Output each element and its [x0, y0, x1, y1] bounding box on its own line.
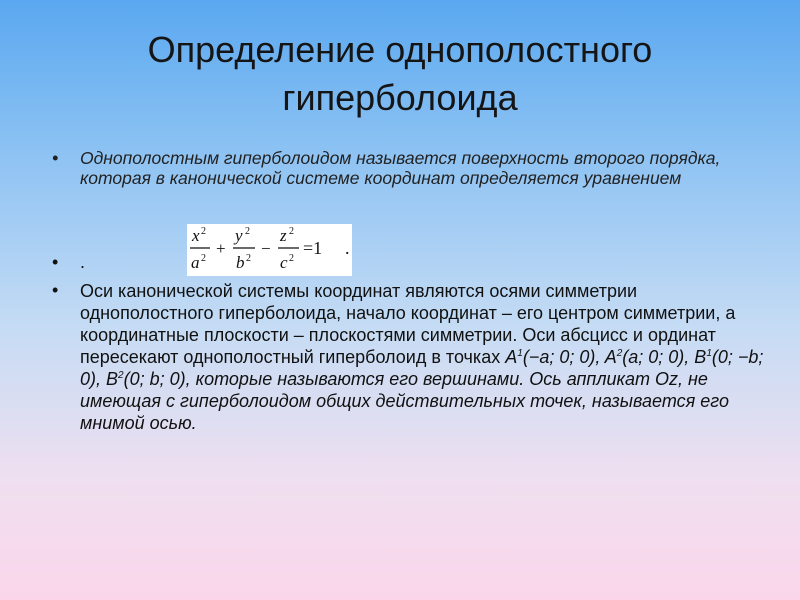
equation-exponent: 2 — [245, 226, 250, 237]
equation-bullet-text: . — [80, 252, 86, 272]
equation-plus: + — [216, 239, 226, 258]
vertex-b1-coords: (0; −b; 0), — [80, 347, 764, 389]
slide-title-line-2: гиперболоида — [282, 77, 518, 118]
equation-exponent: 2 — [201, 253, 206, 264]
equation-denominator-c: c — [280, 253, 288, 272]
bullet-item-axes — [52, 280, 770, 434]
vertex-a1-index: 1 — [517, 348, 523, 359]
vertex-b1-index: 1 — [706, 348, 712, 359]
vertex-b1-letter: B — [694, 347, 707, 367]
equation-period: . — [345, 238, 350, 258]
equation-numerator-x: x — [192, 226, 200, 245]
vertex-a2-coords: (a; 0; 0), — [622, 347, 695, 367]
definition-bullet — [52, 148, 742, 188]
bullet-dot-icon: • — [52, 252, 59, 272]
vertex-a1-coords: (−a; 0; 0), — [522, 347, 605, 367]
vertex-b2-index: 2 — [118, 370, 124, 381]
bullet-item-definition — [52, 148, 742, 188]
bullet-dot-icon: • — [52, 280, 59, 300]
definition-text: Однополостным гиперболоидом называется поверхность второго порядка, которая в канонической системе координат определяется уравнением — [80, 148, 721, 188]
vertex-b2-coords-and-imaginary-axis: (0; b; 0), которые называются его вершинами. Ось аппликат Oz, не имеющая с гиперболоидом общих действительных точек, называется его мнимой осью. — [80, 369, 729, 433]
hyperboloid-equation — [187, 224, 352, 276]
vertex-a2-index: 2 — [616, 348, 623, 359]
equation-denominator-b: b — [236, 253, 245, 272]
vertex-a1-letter: A — [505, 347, 518, 367]
slide-title-line-1: Определение однополостного — [147, 29, 653, 70]
equation-image — [187, 224, 352, 276]
equation-exponent: 2 — [246, 253, 251, 264]
slide-title — [40, 26, 760, 122]
bullet-item-equation — [52, 252, 210, 272]
equation-exponent: 2 — [289, 226, 294, 237]
equation-minus: − — [261, 239, 271, 258]
vertex-b2-letter: B — [106, 369, 119, 389]
equation-numerator-z: z — [280, 226, 287, 245]
axes-text: Оси канонической системы координат являются осями симметрии однополостного гиперболоида, начало координат – его центром симметрии, а координатные плоскости – плоскостями симметрии. Оси абсцисс и ординат пересекают однополостный гиперболоид в точках — [80, 281, 736, 367]
equation-numerator-y: y — [235, 226, 243, 245]
equation-exponent: 2 — [289, 253, 294, 264]
equation-exponent: 2 — [201, 226, 206, 237]
vertex-a2-letter: A — [604, 347, 617, 367]
equation-denominator-a: a — [191, 253, 200, 272]
equation-equals-one: =1 — [303, 238, 323, 258]
bullet-dot-icon: • — [52, 148, 59, 168]
